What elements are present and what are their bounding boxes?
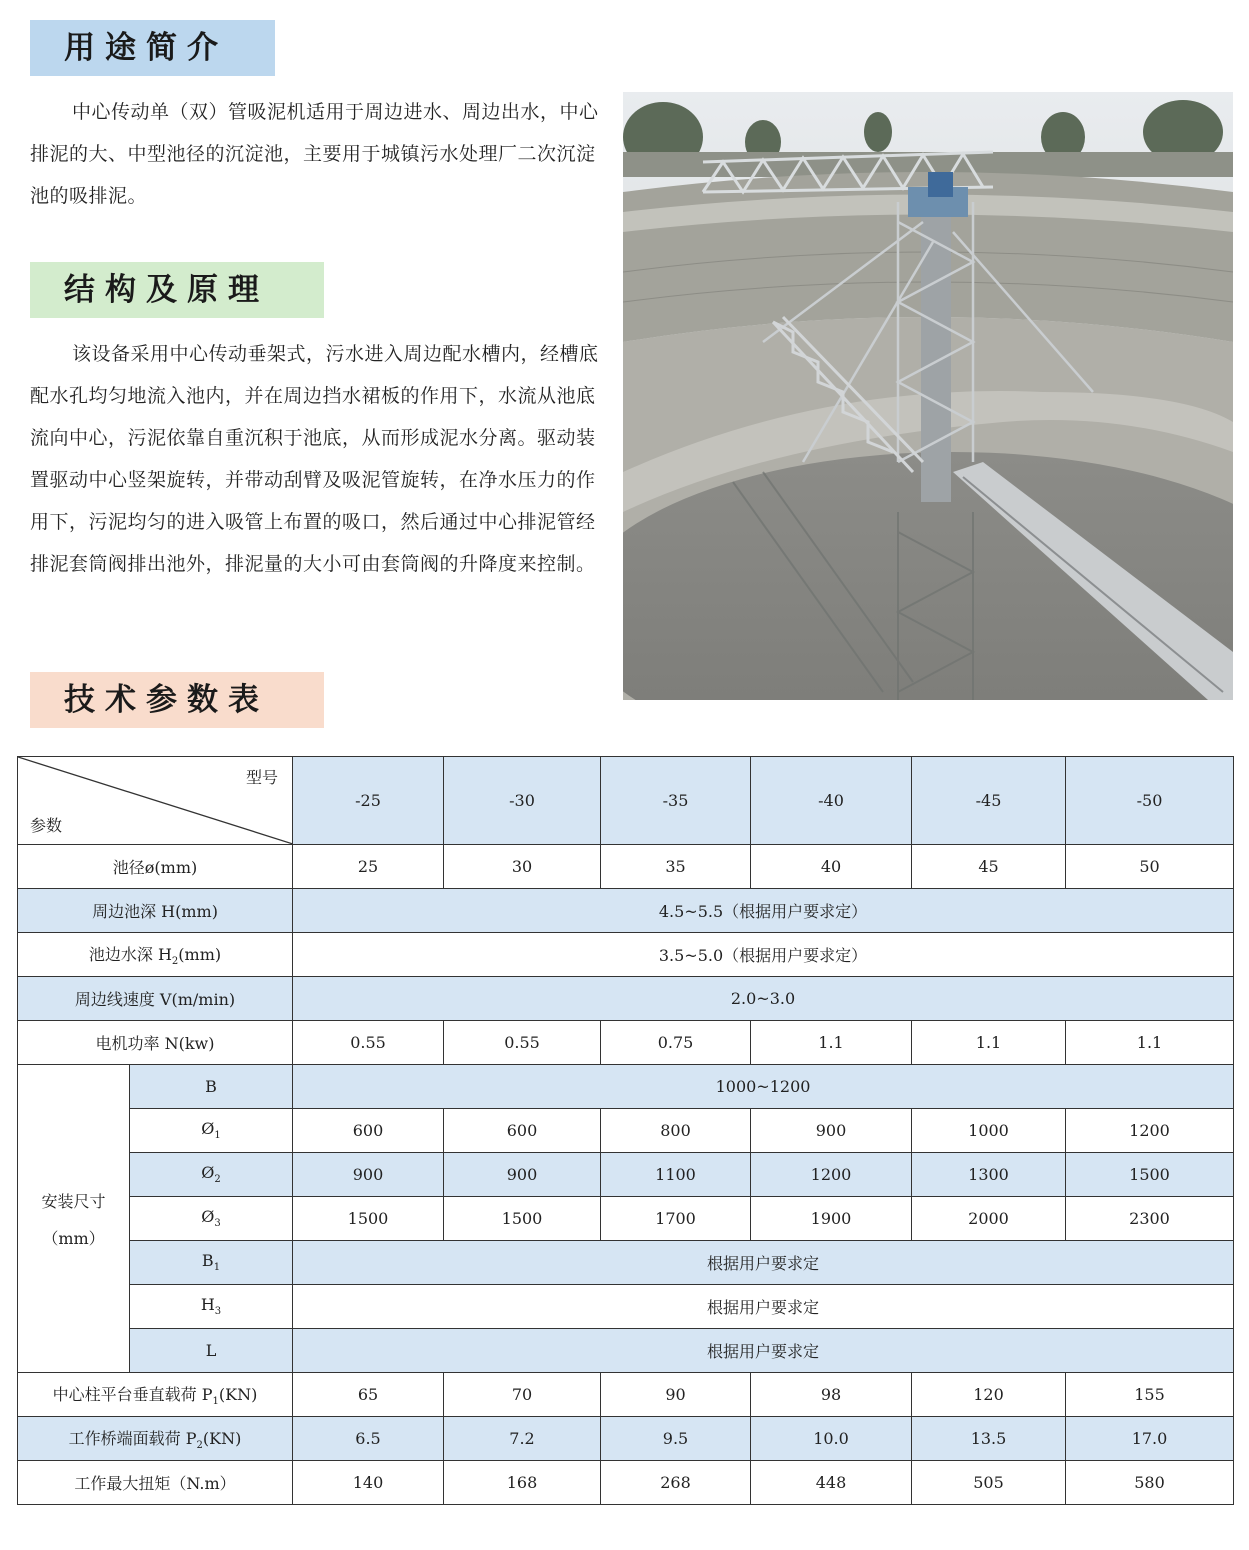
row-label: 工作桥端面载荷 $P_2(KN)$ <box>18 1417 293 1461</box>
table-cell: 1000 <box>912 1109 1066 1153</box>
row-label: 电机功率 N(kw) <box>18 1021 293 1065</box>
row-label: $Ø_2$ <box>130 1153 293 1197</box>
table-cell: 0.55 <box>444 1021 601 1065</box>
table-cell: 根据用户要求定 <box>293 1329 1234 1373</box>
table-cell: 25 <box>293 845 444 889</box>
model-header: -30 <box>444 757 601 845</box>
table-cell: 120 <box>912 1373 1066 1417</box>
row-label: 中心柱平台垂直载荷 $P_1(KN)$ <box>18 1373 293 1417</box>
table-row <box>18 1065 1234 1109</box>
table-row <box>18 977 1234 1021</box>
table-cell: 900 <box>751 1109 912 1153</box>
spec-table <box>17 756 1234 1505</box>
row-label: 周边线速度 V(m/min) <box>18 977 293 1021</box>
table-row <box>18 845 1234 889</box>
table-row <box>18 1153 1234 1197</box>
table-cell: 2.0~3.0 <box>293 977 1234 1021</box>
table-cell: 1.1 <box>751 1021 912 1065</box>
table-cell: 50 <box>1066 845 1234 889</box>
usage-section-title: 用途简介 <box>30 20 275 76</box>
table-cell: 6.5 <box>293 1417 444 1461</box>
params-section-title: 技术参数表 <box>30 672 324 728</box>
model-header: -35 <box>601 757 751 845</box>
row-label: $Ø_3$ <box>130 1197 293 1241</box>
table-cell: 70 <box>444 1373 601 1417</box>
row-label: $H_3$ <box>130 1285 293 1329</box>
table-cell: 600 <box>293 1109 444 1153</box>
table-cell: 2300 <box>1066 1197 1234 1241</box>
table-cell: 45 <box>912 845 1066 889</box>
table-cell: 9.5 <box>601 1417 751 1461</box>
table-cell: 根据用户要求定 <box>293 1285 1234 1329</box>
table-cell: 1200 <box>1066 1109 1234 1153</box>
table-cell: 2000 <box>912 1197 1066 1241</box>
table-cell: 1100 <box>601 1153 751 1197</box>
table-corner-cell <box>18 757 293 845</box>
table-cell: 65 <box>293 1373 444 1417</box>
clarifier-photo <box>623 92 1233 700</box>
table-cell: 98 <box>751 1373 912 1417</box>
table-cell: 40 <box>751 845 912 889</box>
table-cell: 1200 <box>751 1153 912 1197</box>
table-cell: 4.5~5.5（根据用户要求定） <box>293 889 1234 933</box>
table-cell: 1500 <box>293 1197 444 1241</box>
table-row <box>18 1197 1234 1241</box>
model-header: -45 <box>912 757 1066 845</box>
table-cell: 1500 <box>444 1197 601 1241</box>
table-cell: 1000~1200 <box>293 1065 1234 1109</box>
structure-text: 该设备采用中心传动垂架式，污水进入周边配水槽内，经槽底配水孔均匀地流入池内，并在周边挡水裙板的作用下，水流从池底流向中心，污泥依靠自重沉积于池底，从而形成泥水分离。驱动装置驱动中心竖架旋转，并带动刮臂及吸泥管旋转，在净水压力的作用下，污泥均匀的进入吸管上布置的吸口，然后通过中心排泥管经排泥套筒阀排出池外，排泥量的大小可由套筒阀的升降度来控制。 <box>30 343 599 575</box>
table-cell: 10.0 <box>751 1417 912 1461</box>
model-header: -25 <box>293 757 444 845</box>
model-header: -50 <box>1066 757 1234 845</box>
table-cell: 1500 <box>1066 1153 1234 1197</box>
table-cell: 13.5 <box>912 1417 1066 1461</box>
corner-model-label: 型号 <box>245 768 278 787</box>
table-row <box>18 889 1234 933</box>
table-cell: 35 <box>601 845 751 889</box>
row-label: 工作最大扭矩（N.m） <box>18 1461 293 1505</box>
table-row <box>18 933 1234 977</box>
row-label: $B_1$ <box>130 1241 293 1285</box>
table-cell: 580 <box>1066 1461 1234 1505</box>
table-cell: 7.2 <box>444 1417 601 1461</box>
table-header-row <box>18 757 1234 845</box>
row-label: 池径ø(mm) <box>18 845 293 889</box>
table-cell: 600 <box>444 1109 601 1153</box>
table-row <box>18 1373 1234 1417</box>
table-cell: 448 <box>751 1461 912 1505</box>
table-cell: 900 <box>293 1153 444 1197</box>
table-cell: 1700 <box>601 1197 751 1241</box>
table-cell: 1.1 <box>912 1021 1066 1065</box>
structure-section-title: 结构及原理 <box>30 262 324 318</box>
table-row <box>18 1241 1234 1285</box>
table-cell: 1.1 <box>1066 1021 1234 1065</box>
table-cell: 1300 <box>912 1153 1066 1197</box>
install-size-label: 安装尺寸 （mm） <box>18 1065 130 1373</box>
table-cell: 0.55 <box>293 1021 444 1065</box>
table-row <box>18 1109 1234 1153</box>
table-cell: 268 <box>601 1461 751 1505</box>
table-row <box>18 1461 1234 1505</box>
corner-param-label: 参数 <box>30 816 63 835</box>
row-label: 池边水深 $H_2(mm)$ <box>18 933 293 977</box>
table-cell: 900 <box>444 1153 601 1197</box>
table-cell: 155 <box>1066 1373 1234 1417</box>
table-cell: 0.75 <box>601 1021 751 1065</box>
model-header: -40 <box>751 757 912 845</box>
row-label: $Ø_1$ <box>130 1109 293 1153</box>
table-cell: 根据用户要求定 <box>293 1241 1234 1285</box>
table-row <box>18 1417 1234 1461</box>
row-label: B <box>130 1065 293 1109</box>
table-cell: 505 <box>912 1461 1066 1505</box>
table-cell: 90 <box>601 1373 751 1417</box>
table-row <box>18 1285 1234 1329</box>
table-cell: 3.5~5.0（根据用户要求定） <box>293 933 1234 977</box>
table-cell: 30 <box>444 845 601 889</box>
table-cell: 168 <box>444 1461 601 1505</box>
table-cell: 1900 <box>751 1197 912 1241</box>
table-cell: 140 <box>293 1461 444 1505</box>
table-row <box>18 1329 1234 1373</box>
table-cell: 17.0 <box>1066 1417 1234 1461</box>
table-row <box>18 1021 1234 1065</box>
table-cell: 800 <box>601 1109 751 1153</box>
row-label: L <box>130 1329 293 1373</box>
row-label: 周边池深 H(mm) <box>18 889 293 933</box>
usage-text: 中心传动单（双）管吸泥机适用于周边进水、周边出水，中心排泥的大、中型池径的沉淀池，主要用于城镇污水处理厂二次沉淀池的吸排泥。 <box>30 101 599 207</box>
